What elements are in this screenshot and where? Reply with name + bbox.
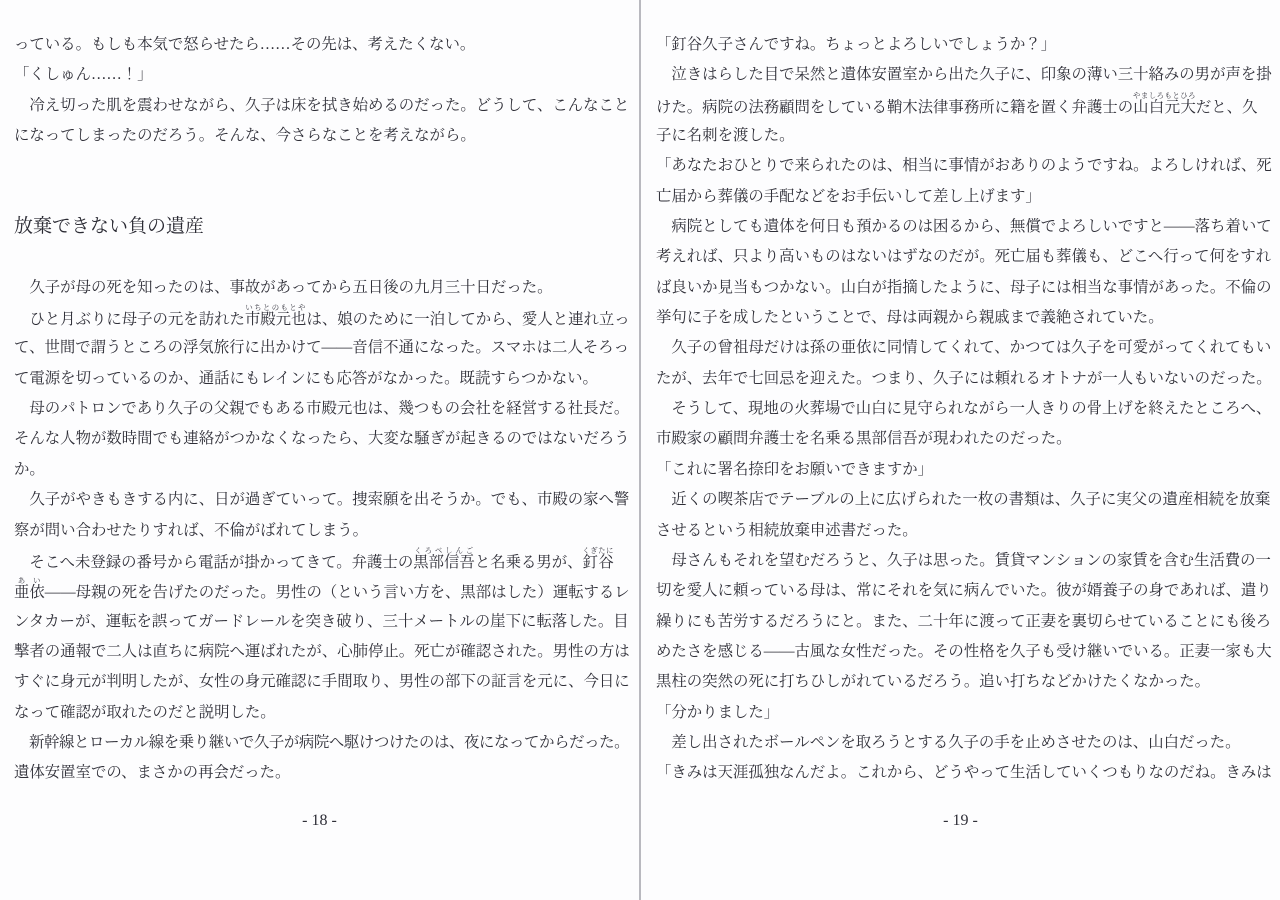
blank-line [14, 182, 633, 212]
page-number-right: - 19 - [943, 812, 978, 829]
text-line [656, 424, 1274, 454]
ruby-annotated-name: 黒部信吾くろべしんご [413, 545, 475, 571]
text-run: たが、去年で七回忌を迎えた。つまり、久子には頼れるオトナが一人もいないのだった。 [656, 369, 1272, 387]
text-run: 「分かりました」 [656, 703, 780, 721]
text-line [656, 364, 1274, 394]
ruby-annotated-name: 市殿元也いちとのもとや [244, 303, 307, 329]
text-run: 子に名刺を渡した。 [656, 127, 795, 145]
text-run: 差し出されたボールペンを取ろうとする久子の手を止めさせたのは、山白だった。 [656, 733, 1241, 751]
text-run: めたさを感じる——古風な女性だった。その性格を久子も受け継いでいる。正妻一家も大 [656, 642, 1272, 660]
text-run: 切を愛人に頼っている母は、常にそれを気に病んでいた。彼が婿養子の身であれば、遣り [656, 582, 1272, 600]
text-line [656, 637, 1274, 667]
text-line [14, 30, 633, 60]
text-line [14, 394, 633, 424]
text-run: けた。病院の法務顧問をしている鞘木法律事務所に籍を置く弁護士の [656, 98, 1134, 116]
text-run: そうして、現地の火葬場で山白に見守られながら一人きりの骨上げを終えたところへ、 [656, 400, 1272, 418]
furigana: やましろもとひろ [1132, 90, 1197, 100]
text-run: ——母親の死を告げたのだった。男性の（という言い方を、黒部はした）運転するレ [44, 584, 630, 602]
ruby-annotated-name: 亜依あい [14, 576, 45, 602]
furigana: あい [14, 576, 45, 586]
furigana: いちとのもとや [244, 303, 307, 313]
text-run: て、世間で謂うところの浮気旅行に出かけて——音信不通になった。スマホは二人そろっ [14, 339, 630, 357]
text-run: 「これに署名捺印をお願いできますか」 [656, 460, 934, 478]
text-run: 黒柱の突然の死に打ちひしがれているだろう。追い打ちなどかけたくなかった。 [656, 673, 1211, 691]
text-line [14, 91, 633, 121]
text-run: 病院としても遺体を何日も預かるのは困るから、無償でよろしいですと——落ち着いて [656, 218, 1272, 236]
furigana: くろべしんご [413, 545, 475, 555]
text-line [14, 121, 633, 151]
text-run: 新幹線とローカル線を乗り継いで久子が病院へ駆けつけたのは、夜になってからだった。 [14, 733, 630, 751]
text-run: 母のパトロンであり久子の父親でもある市殿元也は、幾つもの会社を経営する社長だ。 [14, 400, 630, 418]
text-run: になってしまったのだろう。そんな、今さらなことを考えながら。 [14, 127, 476, 145]
text-line [656, 576, 1274, 606]
text-line [656, 151, 1274, 181]
text-run: だと、久 [1195, 98, 1258, 116]
text-line [656, 91, 1274, 121]
text-run: させるという相続放棄申述書だった。 [656, 521, 918, 539]
text-line [656, 485, 1274, 515]
text-run: そんな人物が数時間でも連絡がつかなくなったら、大変な騒ぎが起きるのではないだろう [14, 430, 630, 448]
text-line [656, 242, 1274, 272]
text-run: 繰りにも苦労するだろうにと。また、二十年に渡って正妻を裏切らせていることにも後ろ [656, 612, 1272, 630]
text-run: すぐに身元が判明したが、女性の身元確認に手間取り、男性の部下の証言を元に、今日に [14, 673, 630, 691]
text-run: 冷え切った肌を震わせながら、久子は床を拭き始めるのだった。どうして、こんなこと [14, 96, 630, 114]
text-run: 撃者の通報で二人は直ちに病院へ運ばれたが、心肺停止。死亡が確認された。男性の方は [14, 642, 630, 660]
text-run: ば良いか見当もつかない。山白が指摘したように、母子には相当な事情があった。不倫の [656, 278, 1272, 296]
text-line [656, 607, 1274, 637]
blank-line [14, 242, 633, 272]
text-line [14, 455, 633, 485]
page-right [641, 0, 1280, 900]
text-run: 挙句に子を成したということで、母は両親から親戚まで義絶されていた。 [656, 309, 1164, 327]
text-line [656, 698, 1274, 728]
text-line [14, 424, 633, 454]
text-run: ひと月ぶりに母子の元を訪れた [14, 311, 245, 329]
text-run: 「くしゅん……！」 [14, 66, 153, 84]
text-line [14, 758, 633, 788]
text-run: と名乗る男が、 [474, 553, 583, 571]
ruby-annotated-name: 釘谷くぎたに [582, 545, 614, 571]
text-line [656, 30, 1274, 60]
text-line [14, 607, 633, 637]
text-line [656, 728, 1274, 758]
text-run: なって確認が取れたのだと説明した。 [14, 703, 276, 721]
text-run: ンタカーが、運転を誤ってガードレールを突き破り、三十メートルの崖下に転落した。目 [14, 612, 629, 630]
text-line [14, 60, 633, 90]
text-line [14, 637, 633, 667]
page-number-left: - 18 - [302, 812, 337, 829]
text-line [14, 303, 633, 333]
text-run: 考えれば、只より高いものはないはずなのだが。死亡届も葬儀も、どこへ行って何をすれ [656, 248, 1272, 266]
text-line [656, 455, 1274, 485]
furigana: くぎたに [582, 545, 614, 555]
text-line [14, 698, 633, 728]
text-line [14, 728, 633, 758]
text-run: そこへ未登録の番号から電話が掛かってきて。弁護士の [14, 553, 414, 571]
text-run: 母さんもそれを望むだろうと、久子は思った。賃貸マンションの家賃を含む生活費の一 [656, 551, 1271, 569]
text-run: か。 [14, 460, 45, 478]
text-line [656, 273, 1274, 303]
text-line [656, 60, 1274, 90]
text-run: 泣きはらした目で呆然と遺体安置室から出た久子に、印象の薄い三十絡みの男が声を掛 [656, 66, 1272, 84]
text-line [656, 667, 1274, 697]
text-line [656, 516, 1274, 546]
text-line [656, 333, 1274, 363]
text-line [14, 667, 633, 697]
page-left [0, 0, 639, 900]
text-line [656, 546, 1274, 576]
section-heading [14, 212, 633, 242]
text-run: 久子がやきもきする内に、日が過ぎていって。捜索願を出そうか。でも、市殿の家へ警 [14, 491, 630, 509]
text-run: 遺体安置室での、まさかの再会だった。 [14, 764, 291, 782]
text-run: 放棄できない負の遺産 [14, 216, 205, 238]
text-line [14, 516, 633, 546]
text-line [14, 273, 633, 303]
text-line [14, 364, 633, 394]
text-line [14, 546, 633, 576]
text-line [656, 394, 1274, 424]
text-line [656, 758, 1274, 788]
text-run: 久子が母の死を知ったのは、事故があってから五日後の九月三十日だった。 [14, 278, 553, 296]
blank-line [14, 151, 633, 181]
text-line [14, 333, 633, 363]
text-run: 久子の曾祖母だけは孫の亜依に同情してくれて、かつては久子を可愛がってくれてもい [656, 339, 1272, 357]
text-run: 市殿家の顧問弁護士を名乗る黒部信吾が現われたのだった。 [656, 430, 1072, 448]
text-run: 「きみは天涯孤独なんだよ。これから、どうやって生活していくつもりなのだね。きみは [656, 764, 1272, 782]
text-run: 察が問い合わせたりすれば、不倫がばれてしまう。 [14, 521, 368, 539]
text-run: て電源を切っているのか、通話にもレインにも応答がなかった。既読すらつかない。 [14, 369, 598, 387]
text-run: 「釘谷久子さんですね。ちょっとよろしいでしょうか？」 [656, 36, 1057, 53]
text-line [656, 182, 1274, 212]
text-line [656, 212, 1274, 242]
text-run: 近くの喫茶店でテーブルの上に広げられた一枚の書類は、久子に実父の遺産相続を放棄 [656, 491, 1271, 509]
text-run: っている。もしも本気で怒らせたら……その先は、考えたくない。 [14, 36, 476, 53]
text-run: は、娘のために一泊してから、愛人と連れ立っ [306, 311, 630, 329]
text-line [656, 121, 1274, 151]
text-run: 「あなたおひとりで来られたのは、相当に事情がおありのようですね。よろしければ、死 [656, 157, 1272, 175]
ruby-annotated-name: 山白元大やましろもとひろ [1132, 90, 1197, 116]
page-left-body [14, 30, 633, 789]
text-line [14, 576, 633, 606]
text-line [656, 303, 1274, 333]
text-run: 亡届から葬儀の手配などをお手伝いして差し上げます」 [656, 187, 1041, 205]
page-right-body [656, 30, 1274, 789]
text-line [14, 485, 633, 515]
